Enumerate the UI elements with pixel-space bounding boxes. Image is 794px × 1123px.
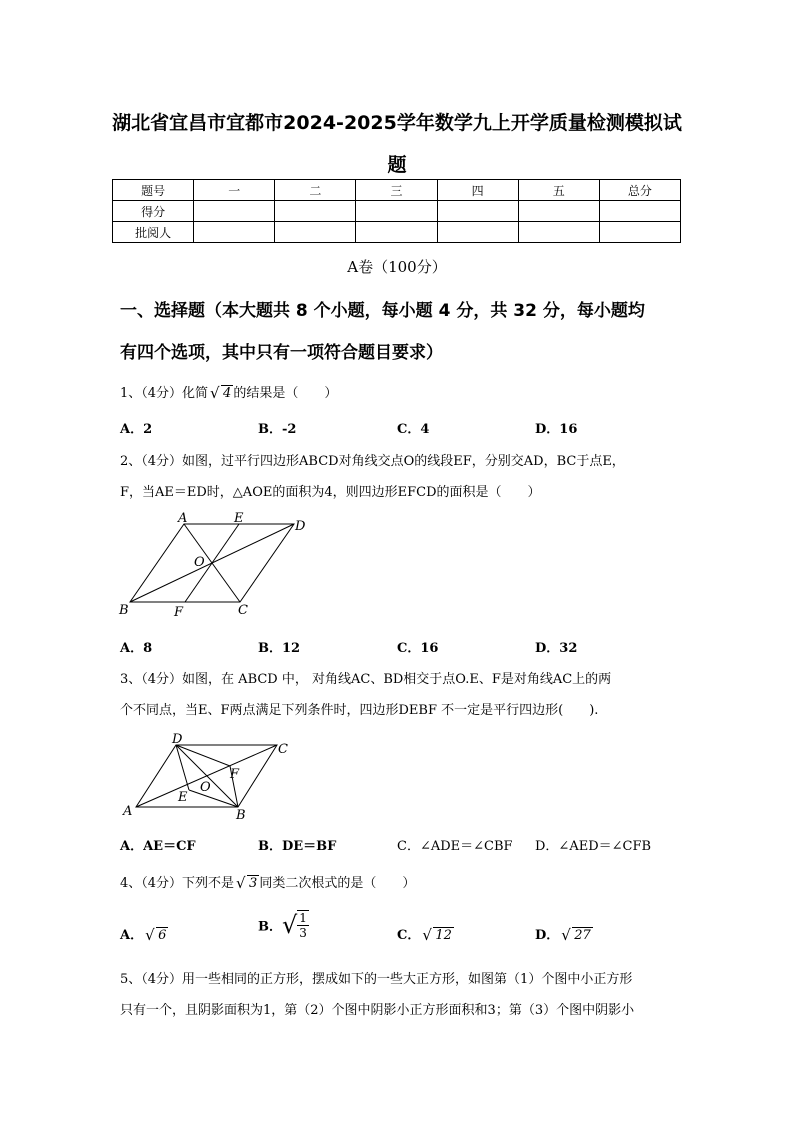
- grader-cell[interactable]: [518, 222, 599, 243]
- paper-subtitle: A卷（100分）: [347, 258, 447, 276]
- q1-suffix: 的结果是（ ）: [233, 386, 338, 401]
- score-cell[interactable]: [599, 201, 680, 222]
- grader-cell[interactable]: [356, 222, 437, 243]
- q3-stem-line2: 个不同点，当E、F两点满足下列条件时，四边形DEBF 不一定是平行四边形( ).: [120, 703, 599, 718]
- score-row: [113, 201, 681, 222]
- score-header-cell: 四: [437, 180, 518, 201]
- segment-df: [176, 745, 230, 766]
- q4-prefix: 4、（4分）下列不是: [120, 876, 235, 891]
- label-b: B: [119, 603, 129, 618]
- q3-option-c[interactable]: C．∠ADE＝∠CBF: [397, 839, 513, 854]
- q5-stem-line1: 5、（4分）用一些相同的正方形，摆成如下的一些大正方形，如图第（1）个图中小正方形: [120, 972, 633, 987]
- grader-row-label: 批阅人: [113, 222, 194, 243]
- label-a: A: [123, 804, 133, 819]
- q4-option-c-label: C．: [397, 928, 421, 943]
- q4-option-c-radical: [422, 928, 454, 943]
- score-cell[interactable]: [518, 201, 599, 222]
- exam-title-line1: 湖北省宜昌市宜都市2024-2025学年数学九上开学质量检测模拟试: [112, 112, 682, 134]
- q4-option-b-fraction: [297, 910, 309, 940]
- q4-option-d[interactable]: [535, 924, 593, 943]
- q1-prefix: 1、（4分）化简: [120, 386, 209, 401]
- q4-option-c-radicand: 12: [435, 928, 452, 943]
- q3-option-d[interactable]: D．∠AED＝∠CFB: [535, 839, 652, 854]
- label-e: E: [178, 790, 188, 805]
- grader-cell[interactable]: [194, 222, 275, 243]
- grader-row: [113, 222, 681, 243]
- q1-radical: [210, 386, 233, 401]
- segment-eb: [189, 790, 238, 807]
- label-e: E: [234, 511, 244, 526]
- score-cell[interactable]: [356, 201, 437, 222]
- exam-title-line2: 题: [387, 154, 407, 176]
- label-f: F: [174, 605, 184, 620]
- q4-option-a-radicand: 6: [158, 928, 167, 943]
- score-header-cell: 三: [356, 180, 437, 201]
- q3-parallelogram-figure: [112, 728, 312, 823]
- score-cell[interactable]: [275, 201, 356, 222]
- q2-option-c[interactable]: C．16: [397, 641, 439, 656]
- q4-stem: [120, 872, 415, 891]
- grader-cell[interactable]: [599, 222, 680, 243]
- q2-stem-line1: 2、（4分）如图，过平行四边形ABCD对角线交点O的线段EF，分别交AD，BC于点E，: [120, 454, 625, 469]
- q3-stem-line1: 3、（4分）如图，在 ABCD 中， 对角线AC、BD相交于点O.E、F是对角线AC上的两: [120, 672, 612, 687]
- score-header-cell: 五: [518, 180, 599, 201]
- label-o: O: [194, 555, 205, 570]
- label-c: C: [278, 742, 288, 757]
- score-header-cell: 二: [275, 180, 356, 201]
- q4-option-b[interactable]: [258, 910, 309, 940]
- label-d: D: [295, 519, 306, 534]
- q4-suffix: 同类二次根式的是（ ）: [259, 876, 416, 891]
- section-heading-line1: 一、选择题（本大题共 8 个小题，每小题 4 分，共 32 分，每小题均: [120, 301, 645, 321]
- q4-option-d-label: D．: [535, 928, 560, 943]
- q4-radicand: 3: [249, 876, 258, 891]
- q2-option-a[interactable]: A．8: [120, 641, 153, 656]
- q2-option-b[interactable]: B．12: [258, 641, 301, 656]
- label-o: O: [200, 780, 211, 795]
- q4-radical: [236, 876, 259, 891]
- q2-stem-line2: F，当AE＝ED时，△AOE的面积为4，则四边形EFCD的面积是（ ）: [120, 485, 541, 500]
- section-heading-line2: 有四个选项，其中只有一项符合题目要求）: [120, 343, 443, 363]
- score-cell[interactable]: [194, 201, 275, 222]
- score-row-label: 得分: [113, 201, 194, 222]
- label-d: D: [172, 732, 183, 747]
- score-header-cell: 一: [194, 180, 275, 201]
- q4-option-b-numerator: 1: [299, 911, 307, 925]
- score-cell[interactable]: [437, 201, 518, 222]
- label-f: F: [230, 767, 240, 782]
- q4-option-a-radical: [145, 928, 168, 943]
- q1-option-d[interactable]: D．16: [535, 422, 578, 437]
- q4-option-b-radical-sign: √: [282, 911, 298, 939]
- score-header-cell: 题号: [113, 180, 194, 201]
- q1-option-b[interactable]: B．-2: [258, 422, 297, 437]
- q4-option-a[interactable]: [120, 924, 168, 943]
- grader-cell[interactable]: [275, 222, 356, 243]
- label-b: B: [236, 808, 246, 823]
- q1-stem: [120, 382, 337, 401]
- q3-option-b[interactable]: B．DE＝BF: [258, 839, 337, 854]
- score-table: [112, 179, 681, 243]
- q1-radicand: 4: [223, 386, 232, 401]
- label-a: A: [178, 511, 188, 526]
- q4-option-b-label: B．: [258, 919, 282, 935]
- score-header-cell: 总分: [599, 180, 680, 201]
- q4-option-d-radical: [561, 928, 593, 943]
- q4-option-b-denominator: 3: [299, 926, 307, 940]
- q4-option-a-label: A．: [120, 928, 144, 943]
- q1-option-c[interactable]: C．4: [397, 422, 430, 437]
- q2-option-d[interactable]: D．32: [535, 641, 578, 656]
- q4-option-d-radicand: 27: [574, 928, 591, 943]
- score-table-header-row: [113, 180, 681, 201]
- grader-cell[interactable]: [437, 222, 518, 243]
- q5-stem-line2: 只有一个，且阴影面积为1，第（2）个图中阴影小正方形面积和3；第（3）个图中阴影小: [120, 1003, 635, 1018]
- q3-option-a[interactable]: A．AE＝CF: [120, 839, 196, 854]
- q4-option-c[interactable]: [397, 924, 454, 943]
- q2-parallelogram-figure: [112, 508, 312, 623]
- label-c: C: [238, 603, 248, 618]
- q1-option-a[interactable]: A．2: [120, 422, 153, 437]
